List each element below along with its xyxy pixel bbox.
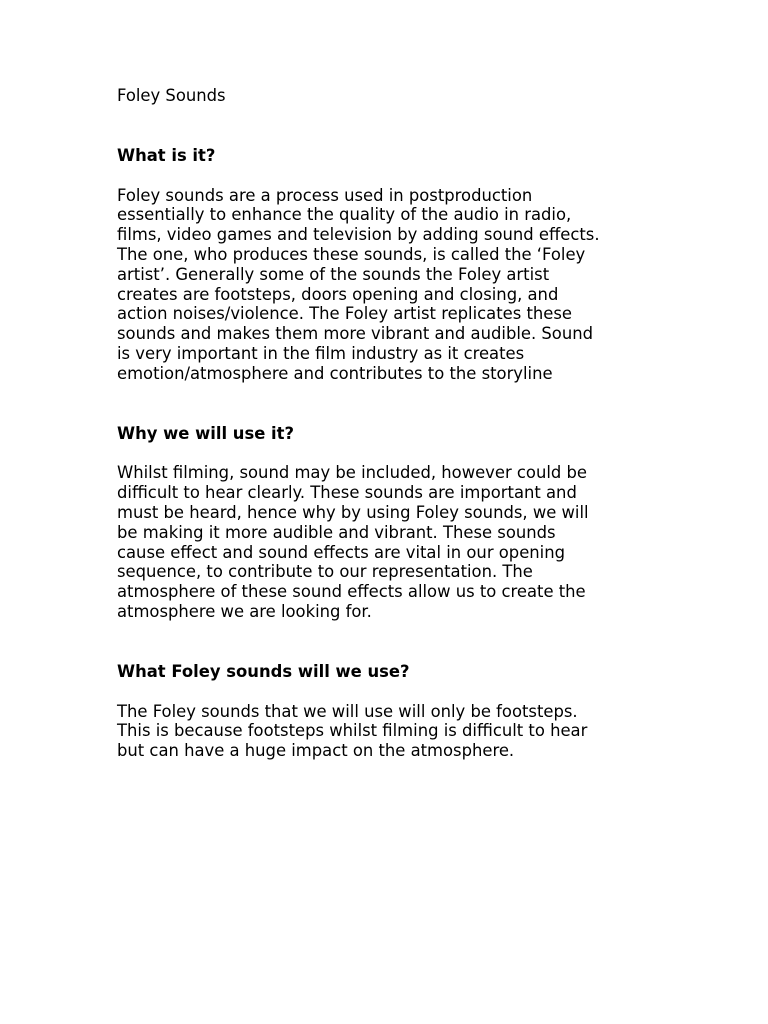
section-heading-why-use-it: Why we will use it? [117,423,295,443]
document-title: Foley Sounds [117,86,226,105]
document-page [117,86,657,761]
section-body-what-is-it: Foley sounds are a process used in postproduction essentially to enhance the quality of the audio in radio, films, video games and television by adding sound effects. The one, who produces these sounds, is called the ‘Foley artist’. Generally some of the sounds the Foley artist creates are footsteps, doors opening and closing, and action noises/violence. The Foley artist replicates these sounds and makes them more vibrant and audible. Sound is very important in the film industry as it creates emotion/atmosphere and contributes to the storyline [117,185,600,383]
section-heading-which-sounds: What Foley sounds will we use? [117,661,410,681]
section-heading-what-is-it: What is it? [117,145,216,165]
section-body-why-use-it: Whilst filming, sound may be included, however could be difficult to hear clearly. These sounds are important and must be heard, hence why by using Foley sounds, we will be making it more audible and vibrant. These sounds cause effect and sound effects are vital in our opening sequence, to contribute to our representation. The atmosphere of these sound effects allow us to create the atmosphere we are looking for. [117,463,589,621]
section-body-which-sounds: The Foley sounds that we will use will only be footsteps. This is because footsteps whilst filming is difficult to hear but can have a huge impact on the atmosphere. [117,701,588,761]
